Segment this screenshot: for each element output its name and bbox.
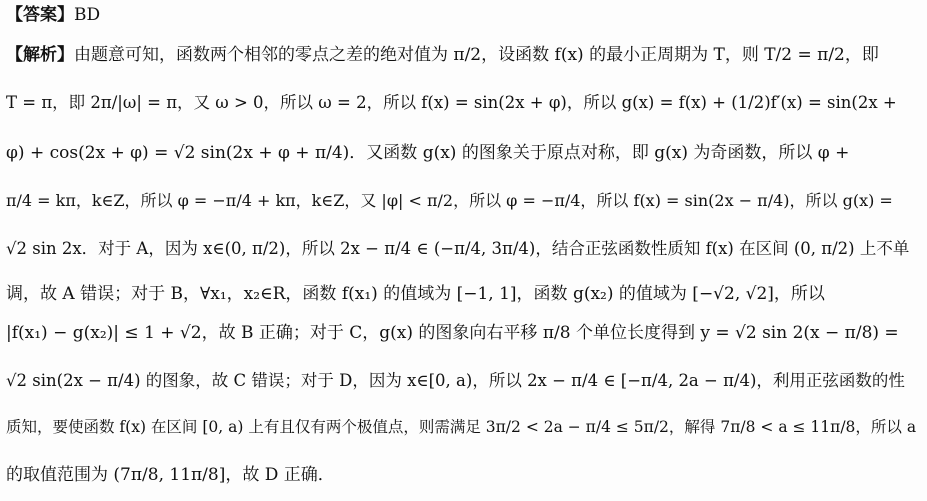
analysis-line-7: |f(x₁) − g(x₂)| ≤ 1 + √2，故 B 正确；对于 C，g(x) 的图象向右平移 π/8 个单位长度得到 y = √2 sin 2(x − π/8) = [6, 323, 899, 343]
answer-label: 【答案】 [6, 5, 74, 25]
analysis-line-10: 的取值范围为 (7π/8, 11π/8]，故 D 正确． [6, 465, 335, 485]
analysis-line-3: φ) + cos(2x + φ) = √2 sin(2x + φ + π/4)．又函数 g(x) 的图象关于原点对称，即 g(x) 为奇函数，所以 φ + [6, 143, 850, 163]
analysis-line-9: 质知，要使函数 f(x) 在区间 [0, a) 上有且仅有两个极值点，则需满足 3π/2 < 2a − π/4 ≤ 5π/2，解得 7π/8 < a ≤ 11π/8，所以 a [6, 418, 917, 436]
answer-value: BD [74, 5, 101, 25]
analysis-line-1 [6, 44, 917, 66]
analysis-line-8: √2 sin(2x − π/4) 的图象，故 C 错误；对于 D，因为 x∈[0, a)，所以 2x − π/4 ∈ [−π/4, 2a − π/4)，利用正弦函数的性 [6, 371, 905, 390]
analysis-line-4: π/4 = kπ，k∈Z，所以 φ = −π/4 + kπ，k∈Z，又 |φ| < π/2，所以 φ = −π/4，所以 f(x) = sin(2x − π/4)，所以 g(x) = [6, 191, 893, 210]
analysis-line-6: 调，故 A 错误；对于 B，∀x₁，x₂∈R，函数 f(x₁) 的值域为 [−1, 1]，函数 g(x₂) 的值域为 [−√2, √2]，所以 [6, 284, 825, 304]
answer-line [6, 4, 917, 26]
analysis-text-1: 由题意可知，函数两个相邻的零点之差的绝对值为 π/2，设函数 f(x) 的最小正周期为 T，则 T/2 = π/2，即 [74, 45, 879, 65]
analysis-line-5: √2 sin 2x．对于 A，因为 x∈(0, π/2)，所以 2x − π/4 ∈ (−π/4, 3π/4)，结合正弦函数性质知 f(x) 在区间 (0, π/2) 上不单 [6, 239, 910, 258]
analysis-label: 【解析】 [6, 45, 74, 65]
analysis-line-2: T = π，即 2π/|ω| = π，又 ω > 0，所以 ω = 2，所以 f(x) = sin(2x + φ)，所以 g(x) = f(x) + (1/2)f′(x) = sin(2x + [6, 93, 897, 112]
